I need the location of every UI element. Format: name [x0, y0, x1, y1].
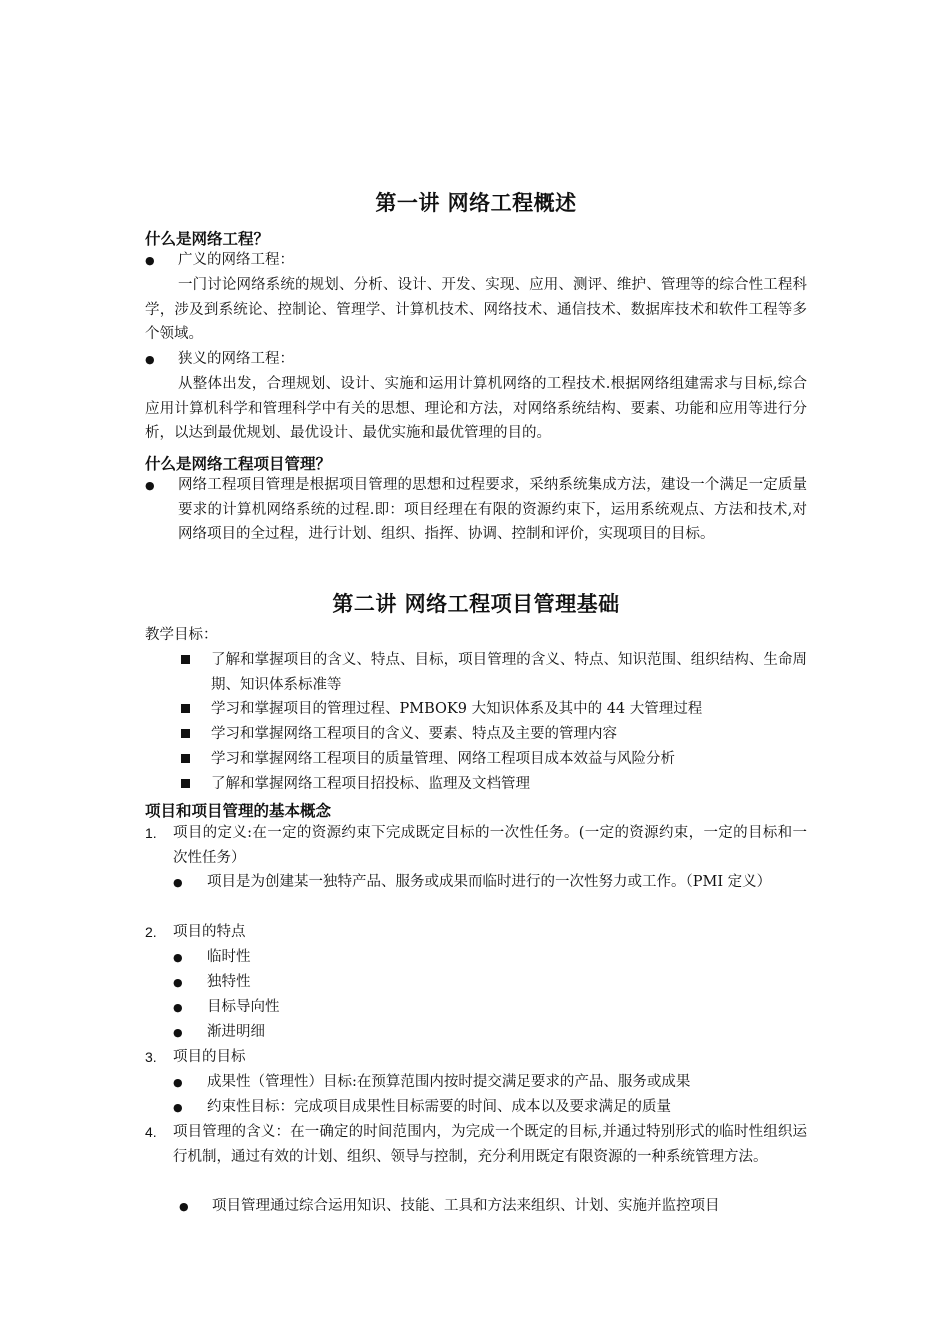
project-management-meaning: 项目管理的含义：在一确定的时间范围内，为完成一个既定的目标,并通过特别形式的临时性组织运行机制，通过有效的计划、组织、领导与控制，充分利用既定有限资源的一种系统管理方法。 [173, 1124, 807, 1165]
bullet-icon: ● [173, 1101, 183, 1114]
feature-item: 独特性 [207, 974, 251, 990]
bullet-icon: ● [145, 353, 155, 366]
list-number: 1. [145, 825, 157, 841]
broad-definition-text: 一门讨论网络系统的规划、分析、设计、开发、实现、应用、测评、维护、管理等的综合性工程科学，涉及到系统论、控制论、管理学、计算机技术、网络技术、通信技术、数据库技术和软件工程等多个领域。 [145, 277, 807, 342]
bullet-icon: ● [173, 876, 183, 889]
goal-type-item: 约束性目标：完成项目成果性目标需要的时间、成本以及要求满足的质量 [207, 1099, 671, 1115]
goal-item: 学习和掌握网络工程项目的含义、要素、特点及主要的管理内容 [211, 726, 617, 742]
goal-item: 了解和掌握项目的含义、特点、目标，项目管理的含义、特点、知识范围、组织结构、生命周期、知识体系标准等 [211, 652, 807, 693]
square-bullet-icon [181, 655, 190, 664]
bullet-icon: ● [145, 479, 155, 492]
narrow-definition-label: 狭义的网络工程： [178, 351, 294, 367]
project-goals-label: 项目的目标 [173, 1049, 246, 1065]
project-management-definition: 网络工程项目管理是根据项目管理的思想和过程要求，采纳系统集成方法，建设一个满足一定质量要求的计算机网络系统的过程.即：项目经理在有限的资源约束下，运用系统观点、方法和技术,对网络项目的全过程，进行计划、组织、指挥、协调、控制和评价，实现项目的目标。 [178, 477, 807, 542]
bullet-icon: ● [145, 254, 155, 267]
bullet-icon: ● [173, 976, 183, 989]
project-features-label: 项目的特点 [173, 924, 246, 940]
question-network-engineering: 什么是网络工程？ [145, 230, 270, 248]
square-bullet-icon [181, 729, 190, 738]
feature-item: 渐进明细 [207, 1024, 265, 1040]
lecture2-title: 第二讲 网络工程项目管理基础 [332, 592, 620, 616]
goal-item: 学习和掌握网络工程项目的质量管理、网络工程项目成本效益与风险分析 [211, 751, 675, 767]
list-number: 3. [145, 1049, 157, 1065]
teaching-goals-label: 教学目标： [145, 627, 218, 643]
list-number: 4. [145, 1124, 157, 1140]
square-bullet-icon [181, 779, 190, 788]
bullet-icon: ● [173, 1076, 183, 1089]
bullet-icon: ● [173, 1001, 183, 1014]
square-bullet-icon [181, 704, 190, 713]
pmi-definition: 项目是为创建某一独特产品、服务或成果而临时进行的一次性努力或工作。（PMI 定义） [207, 874, 772, 890]
feature-item: 临时性 [207, 949, 251, 965]
narrow-definition-text: 从整体出发，合理规划、设计、实施和运用计算机网络的工程技术.根据网络组建需求与目标,综合应用计算机科学和管理科学中有关的思想、理论和方法，对网络系统结构、要素、功能和应用等进行分析，以达到最优规划、最优设计、最优实施和最优管理的目的。 [145, 376, 807, 441]
goal-item: 学习和掌握项目的管理过程、PMBOK9 大知识体系及其中的 44 大管理过程 [211, 701, 703, 717]
list-number: 2. [145, 924, 157, 940]
goal-type-item: 成果性（管理性）目标:在预算范围内按时提交满足要求的产品、服务或成果 [207, 1074, 691, 1090]
square-bullet-icon [181, 754, 190, 763]
bullet-icon: ● [173, 951, 183, 964]
pm-method-item: 项目管理通过综合运用知识、技能、工具和方法来组织、计划、实施并监控项目 [212, 1198, 720, 1214]
feature-item: 目标导向性 [207, 999, 280, 1015]
bullet-icon: ● [179, 1200, 189, 1213]
project-definition: 项目的定义:在一定的资源约束下完成既定目标的一次性任务。(一定的资源约束，一定的目标和一次性任务） [173, 825, 807, 866]
broad-definition-label: 广义的网络工程： [178, 252, 294, 268]
basic-concepts-heading: 项目和项目管理的基本概念 [145, 802, 332, 820]
goal-item: 了解和掌握网络工程项目招投标、监理及文档管理 [211, 776, 530, 792]
lecture1-title: 第一讲 网络工程概述 [375, 191, 577, 215]
bullet-icon: ● [173, 1026, 183, 1039]
question-project-management: 什么是网络工程项目管理？ [145, 455, 332, 473]
